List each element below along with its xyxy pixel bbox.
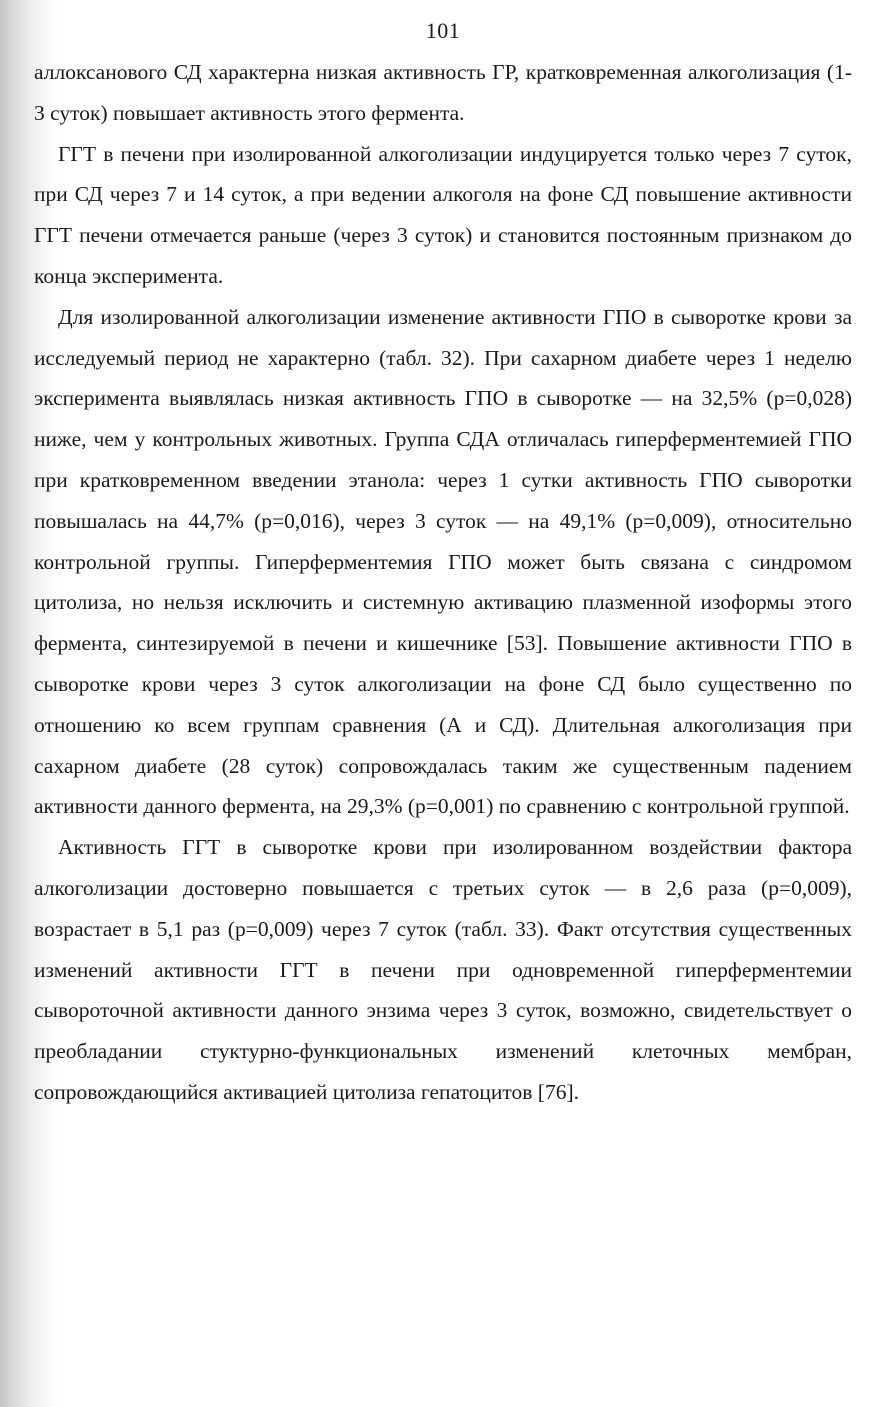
paragraph-gpo-serum: Для изолированной алкоголизации изменение активности ГПО в сыворотке крови за исследуемый период не характерно (табл. 32). При сахарном диабете через 1 неделю эксперимента выявлялась низкая активность ГПО в сыворотке — на 32,5% (p=0,028) ниже, чем у контрольных животных. Группа СДА отличалась гиперферментемией ГПО при кратковременном введении этанола: через 1 сутки активность ГПО сыворотки повышалась на 44,7% (p=0,016), через 3 суток — на 49,1% (p=0,009), относительно контрольной группы. Гиперферментемия ГПО может быть связана с синдромом цитолиза, но нельзя исключить и системную активацию плазменной изоформы этого фермента, синтезируемой в печени и кишечнике [53]. Повышение активности ГПО в сыворотке крови через 3 суток алкоголизации на фоне СД было существенно по отношению ко всем группам сравнения (А и СД). Длительная алкоголизация при сахарном диабете (28 суток) сопровождалась таким же существенным падением активности данного фермента, на 29,3% (p=0,001) по сравнению с контрольной группой. [34, 304, 852, 819]
document-body [34, 52, 852, 1113]
page-number: 101 [425, 18, 461, 43]
paragraph-ggt-serum: Активность ГГТ в сыворотке крови при изолированном воздействии фактора алкоголизации достоверно повышается с третьих суток — в 2,6 раза (p=0,009), возрастает в 5,1 раз (p=0,009) через 7 суток (табл. 33). Факт отсутствия существенных изменений активности ГГТ в печени при одновременной гиперферментемии сывороточной активности данного энзима через 3 суток, возможно, свидетельствует о преобладании стуктурно-функциональных изменений клеточных мембран, сопровождающийся активацией цитолиза гепатоцитов [76]. [34, 835, 852, 1104]
paragraph-continuation: аллоксанового СД характерна низкая активность ГР, кратковременная алкоголизация (1-3 суток) повышает активность этого фермента. [34, 60, 852, 125]
paragraph-ggt-liver: ГГТ в печени при изолированной алкоголизации индуцируется только через 7 суток, при СД через 7 и 14 суток, а при ведении алкоголя на фоне СД повышение активности ГГТ печени отмечается раньше (через 3 суток) и становится постоянным признаком до конца эксперимента. [34, 141, 852, 288]
